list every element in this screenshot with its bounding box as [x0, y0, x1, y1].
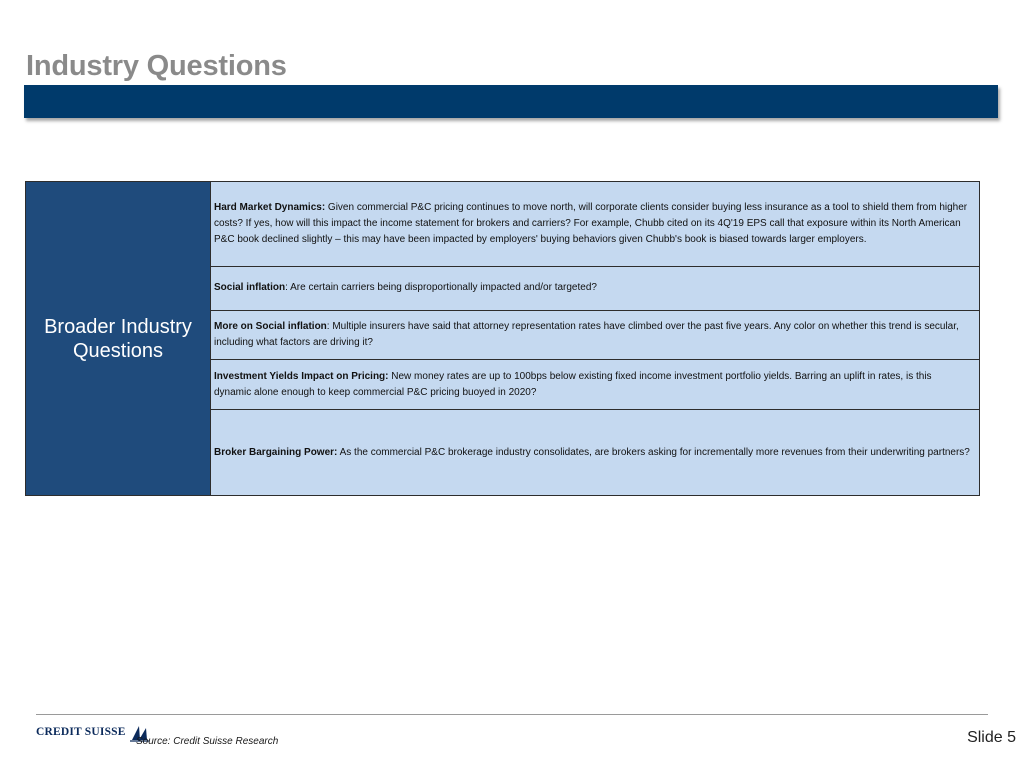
question-row-hard-market: [211, 182, 979, 267]
category-label: Broader Industry Questions: [44, 315, 192, 362]
category-cell: [26, 182, 211, 495]
questions-column: [211, 182, 979, 495]
question-row-investment-yields: [211, 360, 979, 410]
slide-number: Slide 5: [967, 729, 1016, 746]
question-row-social-inflation: [211, 267, 979, 311]
footer-divider: [36, 714, 988, 715]
questions-table: [25, 181, 980, 496]
question-text: : Are certain carriers being disproportionally impacted and/or targeted?: [285, 282, 597, 294]
question-text: New money rates are up to 100bps below existing fixed income investment portfolio yields. Barring an uplift in rates, is this dynamic alone enough to keep commercial P&C pricing buoyed in 2020?: [214, 370, 932, 398]
question-heading: More on Social inflation: [214, 321, 327, 333]
question-row-more-social-inflation: [211, 311, 979, 361]
title-bar: [24, 85, 998, 118]
question-text: As the commercial P&C brokerage industry consolidates, are brokers asking for incrementally more revenues from their underwriting partners?: [337, 446, 970, 458]
source-note: Source: Credit Suisse Research: [136, 736, 279, 747]
question-text: Given commercial P&C pricing continues to move north, will corporate clients consider buying less insurance as a tool to shield them from higher costs? If yes, how will this impact the income statement for brokers and carriers? For example, Chubb cited on its 4Q'19 EPS call that exposure within its North American P&C book declined slightly – this may have been impacted by employers' buying behaviors given Chubb's book is biased towards larger employers.: [214, 201, 968, 245]
company-logo: [36, 722, 150, 742]
question-heading: Hard Market Dynamics:: [214, 201, 326, 213]
question-heading: Investment Yields Impact on Pricing:: [214, 370, 389, 382]
logo-text: CREDIT SUISSE: [36, 726, 126, 738]
page-title: Industry Questions: [26, 50, 287, 82]
question-heading: Broker Bargaining Power:: [214, 446, 338, 458]
question-heading: Social inflation: [214, 282, 286, 294]
question-text: : Multiple insurers have said that attorney representation rates have climbed over the past five years. Any color on whether this trend is secular, including what factors are driving it?: [214, 321, 959, 349]
question-row-broker-bargaining: [211, 410, 979, 495]
